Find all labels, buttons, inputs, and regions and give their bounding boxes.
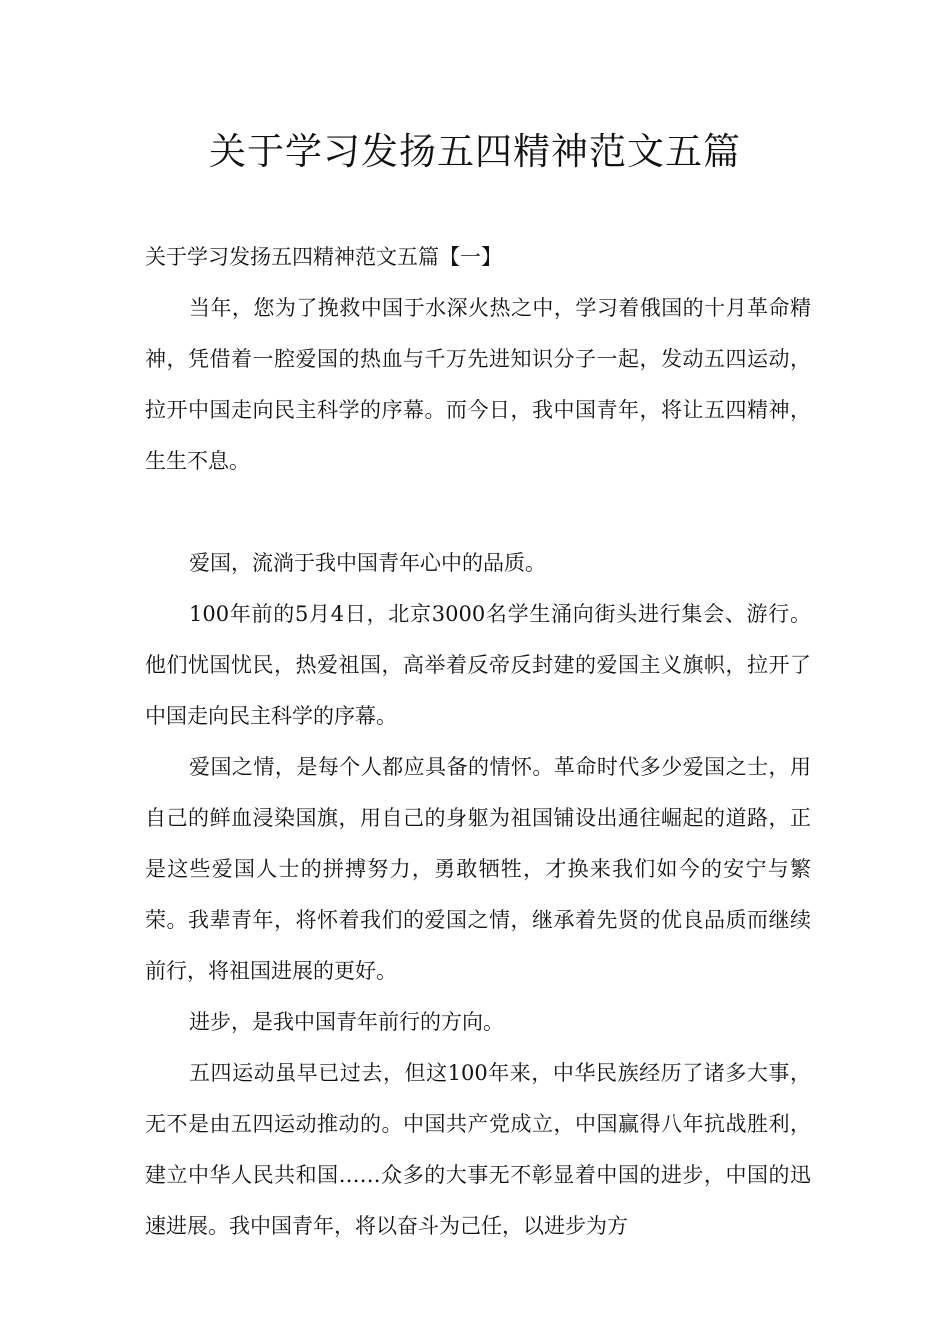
paragraph: 五四运动虽早已过去，但这100年来，中华民族经历了诸多大事，无不是由五四运动推动的。中国共产党成立，中国赢得八年抗战胜利，建立中华人民共和国……众多的大事无不彰显着中国的进步，中国的迅速进展。我中国青年，将以奋斗为己任，以进步为方 xyxy=(145,1061,811,1238)
paragraph: 进步，是我中国青年前行的方向。 xyxy=(189,1010,504,1034)
paragraph: 100年前的5月4日，北京3000名学生涌向街头进行集会、游行。他们忧国忧民，热爱祖国，高举着反帝反封建的爱国主义旗帜，拉开了中国走向民主科学的序幕。 xyxy=(145,602,811,728)
paragraph: 爱国，流淌于我中国青年心中的品质。 xyxy=(189,551,546,575)
section-heading: 关于学习发扬五四精神范文五篇【一】 xyxy=(145,245,502,269)
paragraph: 爱国之情，是每个人都应具备的情怀。革命时代多少爱国之士，用自己的鲜血浸染国旗，用自己的身躯为祖国铺设出通往崛起的道路，正是这些爱国人士的拼搏努力，勇敢牺牲，才换来我们如今的安宁与繁荣。我辈青年，将怀着我们的爱国之情，继承着先贤的优良品质而继续前行，将祖国进展的更好。 xyxy=(145,755,811,983)
paragraph: 当年，您为了挽救中国于水深火热之中，学习着俄国的十月革命精神，凭借着一腔爱国的热血与千万先进知识分子一起，发动五四运动，拉开中国走向民主科学的序幕。而今日，我中国青年，将让五四精神，生生不息。 xyxy=(145,296,811,473)
document-title: 关于学习发扬五四精神范文五篇 xyxy=(209,130,741,173)
document-body xyxy=(145,232,811,1252)
blank-spacer xyxy=(145,487,811,538)
